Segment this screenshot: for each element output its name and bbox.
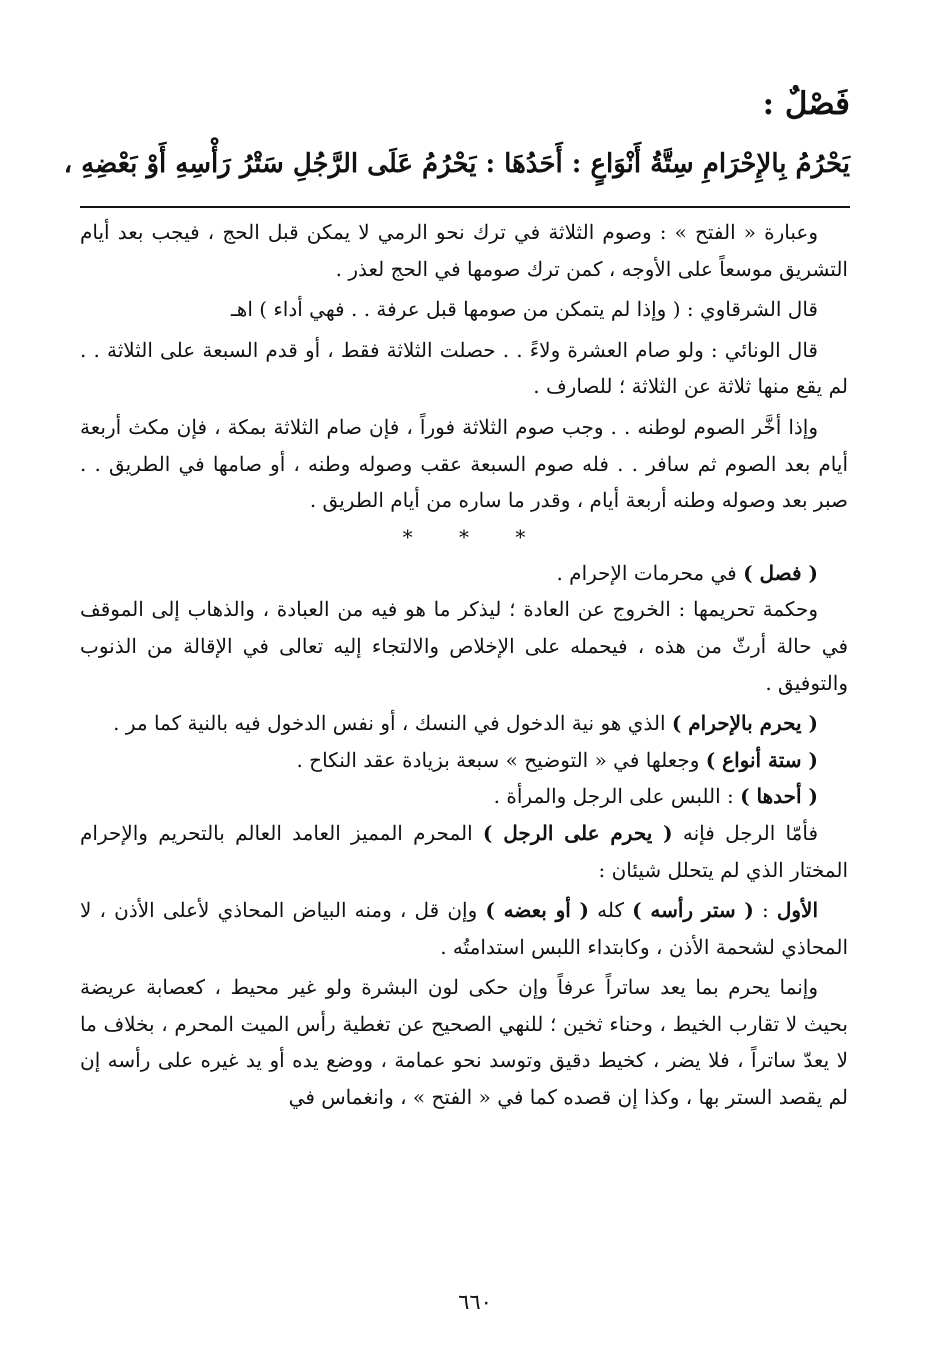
paragraph-covering: وإنما يحرم بما يعد ساتراً عرفاً وإن حكى لون البشرة ولو غير محيط ، كعصابة عريضة بحيث لا تقارب الخيط ، وحناء ثخين ؛ للنهي الصحيح عن تغطية رأس الميت المحرم ، بخلاف ما لا يعدّ ساتراً ، فلا يضر ، كخيط دقيق وتوسد نحو عمامة ، ووضع يده أو يد غيره على رأسه إن لم يقصد الستر بها ، وكذا إن قصده كما في « الفتح » ، وانغماس في — [80, 975, 848, 1110]
paragraph-wanai: قال الونائي : ولو صام العشرة ولاءً . . حصلت الثلاثة فقط ، أو قدم السبعة على الثلاثة . . لم يقع منها ثلاثة عن الثلاثة ؛ للصارف . — [80, 337, 848, 399]
lemma-ihram: ( يحرم بالإحرام ) — [671, 711, 818, 736]
paragraph-first-sep: : — [753, 898, 777, 923]
paragraph-first — [80, 892, 848, 965]
paragraph-fath: وعبارة « الفتح » : وصوم الثلاثة في ترك نحو الرمي لا يمكن قبل الحج ، فيجب بعد أيام التشريق موسعاً على الأوجه ، كمن ترك صومها في الحج لعذر . — [80, 220, 848, 281]
lemma-cover-head: ( ستر رأسه ) — [632, 898, 754, 923]
matn-text: يَحْرُمُ بِالإِحْرَامِ سِتَّةُ أَنْوَاعٍ : أَحَدُهَا : يَحْرُمُ عَلَى الرَّجُلِ سَتْرُ رَأْسِهِ أَوْ بَعْضِهِ ، — [63, 149, 850, 179]
paragraph-fasl-text: في محرمات الإحرام . — [556, 560, 744, 585]
paragraph-ihram — [80, 705, 848, 742]
lemma-fasl: ( فصل ) — [743, 560, 818, 585]
paragraph-delay: وإذا أخَّر الصوم لوطنه . . وجب صوم الثلاثة فوراً ، فإن صام الثلاثة بمكة ، فإن مكث أربعة أيام بعد الصوم ثم سافر . . فله صوم السبعة عقب وصوله وطنه ، أو صامها في الطريق . . صبر بعد وصوله وطنه أربعة أيام ، وقدر ما ساره من أيام الطريق . — [80, 414, 848, 513]
paragraph-sharqawi: قال الشرقاوي : ( وإذا لم يتمكن من صومها قبل عرفة . . فهي أداء ) اهـ — [230, 297, 818, 322]
lemma-first: الأول — [776, 898, 819, 923]
paragraph-first-text: وإن قل ، ومنه البياض المحاذي لأعلى الأذن ، لا المحاذي لشحمة الأذن ، وكابتداء اللبس استدامتُه . — [80, 898, 848, 959]
lemma-or-part: ( أو بعضه ) — [485, 898, 590, 923]
paragraph-man — [80, 815, 848, 888]
paragraph-wisdom: وحكمة تحريمها : الخروج عن العادة ؛ ليذكر ما هو فيه من العبادة ، والذهاب إلى الموقف في حالة أرثّ من هذه ، فيحمله على الإخلاص والالتجاء إليه تعالى في الإقالة من الذنوب والتوفيق . — [80, 597, 848, 695]
lemma-first-type: ( أحدها ) — [740, 784, 818, 809]
section-heading: فَصْلٌ : — [762, 86, 850, 122]
section-separator: * * * — [402, 524, 546, 549]
paragraph-first-type — [80, 778, 848, 815]
paragraph-six-types — [80, 742, 848, 779]
paragraph-first-type-text: : اللبس على الرجل والمرأة . — [493, 784, 741, 809]
paragraph-six-types-text: وجعلها في « التوضيح » سبعة بزيادة عقد النكاح . — [296, 747, 706, 772]
paragraph-fasl — [80, 555, 848, 592]
paragraph-first-mid: كله — [589, 898, 633, 923]
paragraph-man-text: المحرم المميز العامد العالم بالتحريم والإحرام المختار الذي لم يتحلل شيئان : — [80, 820, 848, 882]
divider-line — [80, 206, 850, 208]
lemma-six-types: ( ستة أنواع ) — [705, 747, 818, 772]
paragraph-ihram-text: الذي هو نية الدخول في النسك ، أو نفس الدخول فيه بالنية كما مر . — [113, 711, 672, 736]
lemma-man: ( يحرم على الرجل ) — [482, 820, 673, 845]
commentary-body — [80, 214, 848, 1116]
page-number: ٦٦٠ — [458, 1290, 492, 1314]
paragraph-man-intro: فأمّا الرجل فإنه — [672, 820, 819, 845]
